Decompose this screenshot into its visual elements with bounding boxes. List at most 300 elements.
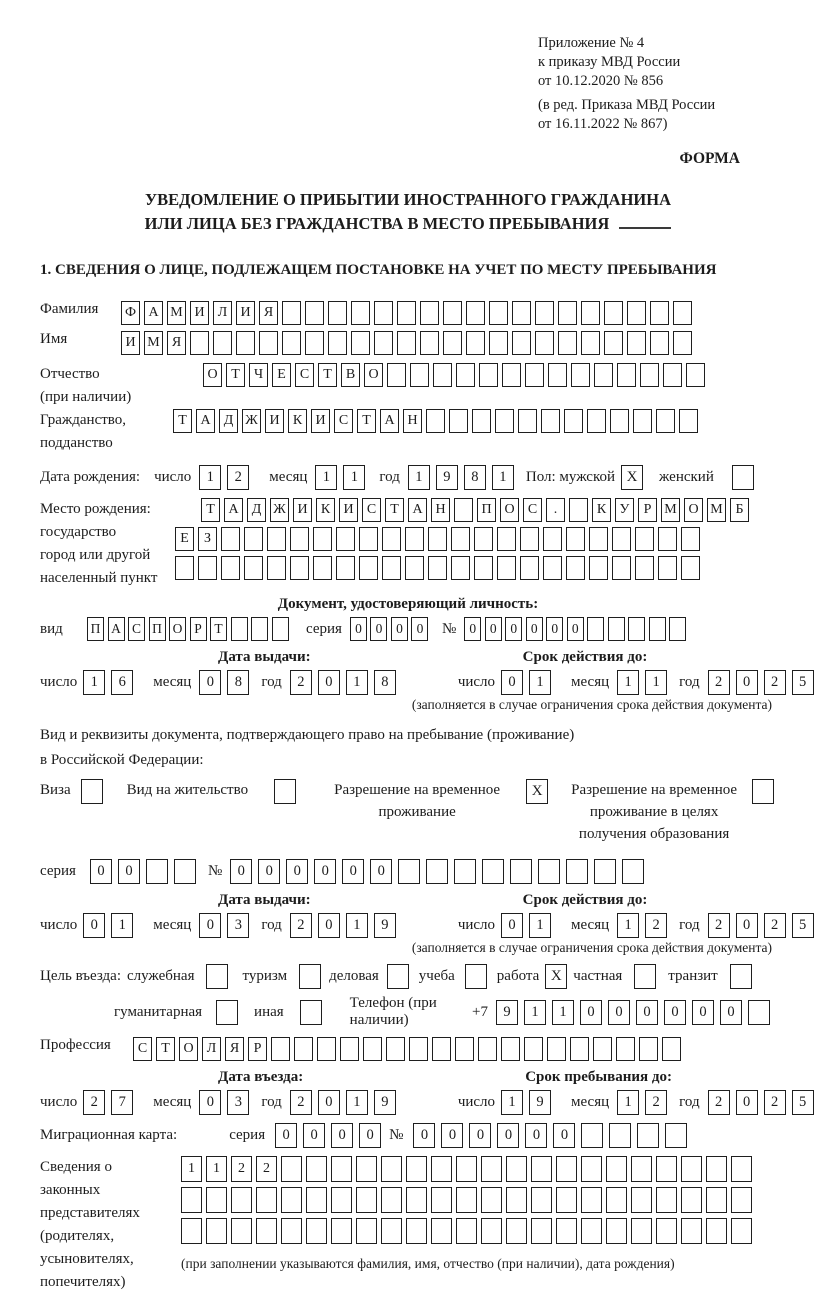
char-cell[interactable] [531,1187,552,1213]
sex-male-checkbox[interactable]: X [621,465,643,490]
char-cell[interactable] [336,527,355,551]
char-cell[interactable]: О [684,498,703,522]
residence-permit-checkbox[interactable] [274,779,296,804]
char-cell[interactable] [443,331,462,355]
char-cell[interactable]: 2 [645,1090,667,1115]
char-cell[interactable] [420,331,439,355]
char-cell[interactable]: Б [730,498,749,522]
char-cell[interactable]: К [316,498,335,522]
char-cell[interactable]: 0 [441,1123,463,1148]
char-cell[interactable] [731,1218,752,1244]
char-cell[interactable]: З [198,527,217,551]
char-cell[interactable] [748,1000,770,1025]
char-cell[interactable] [351,331,370,355]
char-cell[interactable] [306,1187,327,1213]
char-cell[interactable] [706,1218,727,1244]
char-cell[interactable]: 2 [708,913,730,938]
char-cell[interactable]: Н [431,498,450,522]
char-cell[interactable] [221,527,240,551]
char-cell[interactable]: Я [259,301,278,325]
char-cell[interactable] [731,1187,752,1213]
char-cell[interactable] [420,301,439,325]
char-cell[interactable] [569,498,588,522]
char-cell[interactable] [593,1037,612,1061]
char-cell[interactable] [281,1187,302,1213]
char-cell[interactable] [679,409,698,433]
char-cell[interactable]: 0 [636,1000,658,1025]
char-cell[interactable] [479,363,498,387]
char-cell[interactable] [606,1156,627,1182]
char-cell[interactable] [520,556,539,580]
purpose-private-checkbox[interactable] [634,964,656,989]
char-cell[interactable] [617,363,636,387]
char-cell[interactable] [206,1187,227,1213]
char-cell[interactable]: О [364,363,383,387]
char-cell[interactable] [587,617,604,641]
char-cell[interactable] [502,363,521,387]
char-cell[interactable] [686,363,705,387]
char-cell[interactable] [639,1037,658,1061]
char-cell[interactable]: 0 [350,617,367,641]
char-cell[interactable]: 0 [318,1090,340,1115]
char-cell[interactable] [146,859,168,884]
char-cell[interactable]: Я [225,1037,244,1061]
char-cell[interactable] [478,1037,497,1061]
char-cell[interactable] [650,331,669,355]
char-cell[interactable] [581,1156,602,1182]
char-cell[interactable] [489,331,508,355]
char-cell[interactable] [426,859,448,884]
char-cell[interactable]: Ж [242,409,261,433]
char-cell[interactable] [336,556,355,580]
char-cell[interactable]: С [334,409,353,433]
char-cell[interactable] [181,1187,202,1213]
char-cell[interactable]: 0 [567,617,584,641]
char-cell[interactable] [244,527,263,551]
char-cell[interactable] [231,617,248,641]
char-cell[interactable]: М [661,498,680,522]
char-cell[interactable]: 9 [374,913,396,938]
char-cell[interactable]: И [265,409,284,433]
char-cell[interactable]: Р [190,617,207,641]
char-cell[interactable]: 0 [230,859,252,884]
char-cell[interactable] [382,556,401,580]
char-cell[interactable] [531,1156,552,1182]
char-cell[interactable] [543,556,562,580]
char-cell[interactable]: Н [403,409,422,433]
char-cell[interactable]: 0 [736,913,758,938]
char-cell[interactable]: 9 [529,1090,551,1115]
char-cell[interactable]: 1 [552,1000,574,1025]
char-cell[interactable]: 0 [664,1000,686,1025]
char-cell[interactable]: 9 [436,465,458,490]
char-cell[interactable] [282,331,301,355]
char-cell[interactable]: 0 [342,859,364,884]
char-cell[interactable] [681,527,700,551]
char-cell[interactable]: 2 [256,1156,277,1182]
char-cell[interactable] [518,409,537,433]
char-cell[interactable]: 3 [227,913,249,938]
char-cell[interactable] [566,527,585,551]
char-cell[interactable] [589,556,608,580]
char-cell[interactable] [409,1037,428,1061]
char-cell[interactable]: 1 [199,465,221,490]
char-cell[interactable] [359,527,378,551]
char-cell[interactable] [512,301,531,325]
char-cell[interactable]: 0 [331,1123,353,1148]
purpose-other-checkbox[interactable] [300,1000,322,1025]
char-cell[interactable] [656,1218,677,1244]
char-cell[interactable] [510,859,532,884]
char-cell[interactable]: 1 [346,913,368,938]
char-cell[interactable] [612,556,631,580]
char-cell[interactable]: Е [272,363,291,387]
char-cell[interactable]: К [592,498,611,522]
char-cell[interactable] [616,1037,635,1061]
char-cell[interactable] [627,331,646,355]
char-cell[interactable]: Ж [270,498,289,522]
char-cell[interactable] [432,1037,451,1061]
char-cell[interactable] [656,1156,677,1182]
char-cell[interactable] [359,556,378,580]
char-cell[interactable] [374,301,393,325]
char-cell[interactable] [456,1156,477,1182]
char-cell[interactable] [290,556,309,580]
char-cell[interactable]: 1 [645,670,667,695]
char-cell[interactable] [610,409,629,433]
char-cell[interactable]: 0 [90,859,112,884]
char-cell[interactable] [608,617,625,641]
char-cell[interactable]: О [169,617,186,641]
char-cell[interactable]: А [196,409,215,433]
char-cell[interactable] [548,363,567,387]
char-cell[interactable] [658,527,677,551]
char-cell[interactable]: Т [156,1037,175,1061]
char-cell[interactable] [481,1187,502,1213]
char-cell[interactable]: Р [638,498,657,522]
char-cell[interactable] [512,331,531,355]
char-cell[interactable]: 1 [617,670,639,695]
char-cell[interactable] [406,1187,427,1213]
char-cell[interactable] [594,363,613,387]
char-cell[interactable] [406,1156,427,1182]
char-cell[interactable]: 0 [318,670,340,695]
char-cell[interactable] [351,301,370,325]
char-cell[interactable]: О [179,1037,198,1061]
char-cell[interactable] [454,498,473,522]
char-cell[interactable]: 0 [505,617,522,641]
char-cell[interactable] [731,1156,752,1182]
char-cell[interactable] [681,1156,702,1182]
char-cell[interactable]: К [288,409,307,433]
char-cell[interactable] [267,556,286,580]
char-cell[interactable] [681,1187,702,1213]
char-cell[interactable]: 0 [199,670,221,695]
char-cell[interactable] [581,1187,602,1213]
char-cell[interactable] [631,1218,652,1244]
char-cell[interactable] [673,331,692,355]
char-cell[interactable]: Ч [249,363,268,387]
char-cell[interactable]: Р [248,1037,267,1061]
char-cell[interactable] [581,331,600,355]
char-cell[interactable] [474,556,493,580]
char-cell[interactable] [541,409,560,433]
char-cell[interactable]: 5 [792,1090,814,1115]
char-cell[interactable] [454,859,476,884]
char-cell[interactable] [669,617,686,641]
char-cell[interactable] [681,556,700,580]
char-cell[interactable] [640,363,659,387]
char-cell[interactable] [656,1187,677,1213]
purpose-official-checkbox[interactable] [206,964,228,989]
char-cell[interactable] [482,859,504,884]
char-cell[interactable]: . [546,498,565,522]
temp-residence-checkbox[interactable]: X [526,779,548,804]
char-cell[interactable] [622,859,644,884]
char-cell[interactable] [571,363,590,387]
char-cell[interactable] [566,556,585,580]
char-cell[interactable]: 0 [275,1123,297,1148]
char-cell[interactable]: 1 [111,913,133,938]
char-cell[interactable] [236,331,255,355]
char-cell[interactable] [306,1218,327,1244]
char-cell[interactable] [606,1187,627,1213]
char-cell[interactable] [294,1037,313,1061]
char-cell[interactable] [547,1037,566,1061]
char-cell[interactable] [633,409,652,433]
char-cell[interactable] [637,1123,659,1148]
char-cell[interactable]: 0 [501,913,523,938]
char-cell[interactable] [706,1156,727,1182]
char-cell[interactable] [581,301,600,325]
char-cell[interactable] [313,527,332,551]
char-cell[interactable] [305,331,324,355]
char-cell[interactable] [564,409,583,433]
purpose-business-checkbox[interactable] [387,964,409,989]
char-cell[interactable]: А [224,498,243,522]
char-cell[interactable] [231,1187,252,1213]
char-cell[interactable] [649,617,666,641]
visa-checkbox[interactable] [81,779,103,804]
char-cell[interactable]: С [133,1037,152,1061]
char-cell[interactable] [405,527,424,551]
char-cell[interactable] [306,1156,327,1182]
char-cell[interactable]: У [615,498,634,522]
char-cell[interactable]: 1 [346,670,368,695]
char-cell[interactable] [206,1218,227,1244]
char-cell[interactable] [556,1187,577,1213]
char-cell[interactable] [627,301,646,325]
char-cell[interactable] [328,331,347,355]
char-cell[interactable]: 1 [181,1156,202,1182]
char-cell[interactable] [456,1218,477,1244]
char-cell[interactable]: И [293,498,312,522]
char-cell[interactable]: 0 [580,1000,602,1025]
char-cell[interactable] [497,556,516,580]
char-cell[interactable] [558,301,577,325]
char-cell[interactable]: 1 [206,1156,227,1182]
char-cell[interactable] [524,1037,543,1061]
purpose-transit-checkbox[interactable] [730,964,752,989]
char-cell[interactable]: И [236,301,255,325]
char-cell[interactable] [631,1187,652,1213]
char-cell[interactable] [650,301,669,325]
char-cell[interactable] [662,1037,681,1061]
char-cell[interactable] [497,527,516,551]
char-cell[interactable] [466,301,485,325]
char-cell[interactable] [663,363,682,387]
char-cell[interactable] [397,331,416,355]
char-cell[interactable]: 2 [708,670,730,695]
char-cell[interactable]: 2 [764,1090,786,1115]
char-cell[interactable] [356,1156,377,1182]
char-cell[interactable]: 0 [485,617,502,641]
char-cell[interactable]: 7 [111,1090,133,1115]
char-cell[interactable]: 1 [529,913,551,938]
char-cell[interactable]: 3 [227,1090,249,1115]
char-cell[interactable] [405,556,424,580]
char-cell[interactable] [331,1156,352,1182]
char-cell[interactable] [231,1218,252,1244]
char-cell[interactable] [406,1218,427,1244]
char-cell[interactable] [589,527,608,551]
char-cell[interactable] [328,301,347,325]
char-cell[interactable] [282,301,301,325]
char-cell[interactable] [317,1037,336,1061]
char-cell[interactable]: 2 [290,670,312,695]
char-cell[interactable]: Т [318,363,337,387]
char-cell[interactable] [281,1218,302,1244]
char-cell[interactable]: 0 [391,617,408,641]
char-cell[interactable]: 5 [792,670,814,695]
purpose-study-checkbox[interactable] [465,964,487,989]
char-cell[interactable] [340,1037,359,1061]
char-cell[interactable]: 0 [303,1123,325,1148]
char-cell[interactable] [256,1218,277,1244]
char-cell[interactable]: С [128,617,145,641]
char-cell[interactable] [431,1218,452,1244]
char-cell[interactable] [174,859,196,884]
char-cell[interactable] [455,1037,474,1061]
char-cell[interactable]: 1 [617,913,639,938]
char-cell[interactable]: Л [202,1037,221,1061]
char-cell[interactable] [381,1218,402,1244]
char-cell[interactable] [175,556,194,580]
char-cell[interactable]: Т [385,498,404,522]
char-cell[interactable]: С [362,498,381,522]
char-cell[interactable] [656,409,675,433]
char-cell[interactable]: 2 [645,913,667,938]
char-cell[interactable] [190,331,209,355]
char-cell[interactable]: 0 [359,1123,381,1148]
purpose-humanitarian-checkbox[interactable] [216,1000,238,1025]
char-cell[interactable]: 0 [286,859,308,884]
char-cell[interactable] [612,527,631,551]
char-cell[interactable] [456,1187,477,1213]
char-cell[interactable] [506,1218,527,1244]
char-cell[interactable] [386,1037,405,1061]
char-cell[interactable]: Д [219,409,238,433]
char-cell[interactable] [363,1037,382,1061]
char-cell[interactable]: 0 [314,859,336,884]
char-cell[interactable] [443,301,462,325]
char-cell[interactable] [290,527,309,551]
temp-residence-education-checkbox[interactable] [752,779,774,804]
char-cell[interactable]: 0 [199,913,221,938]
char-cell[interactable]: 1 [83,670,105,695]
char-cell[interactable] [313,556,332,580]
char-cell[interactable] [658,556,677,580]
char-cell[interactable] [556,1218,577,1244]
char-cell[interactable]: 1 [617,1090,639,1115]
char-cell[interactable] [213,331,232,355]
char-cell[interactable] [501,1037,520,1061]
char-cell[interactable] [594,859,616,884]
char-cell[interactable]: 8 [464,465,486,490]
char-cell[interactable] [431,1156,452,1182]
char-cell[interactable] [489,301,508,325]
char-cell[interactable]: 1 [346,1090,368,1115]
char-cell[interactable] [256,1187,277,1213]
char-cell[interactable]: 0 [692,1000,714,1025]
char-cell[interactable]: А [108,617,125,641]
char-cell[interactable] [428,527,447,551]
char-cell[interactable]: 0 [736,1090,758,1115]
char-cell[interactable] [481,1218,502,1244]
char-cell[interactable]: 0 [526,617,543,641]
char-cell[interactable] [305,301,324,325]
char-cell[interactable]: Д [247,498,266,522]
char-cell[interactable] [556,1156,577,1182]
char-cell[interactable] [472,409,491,433]
purpose-work-checkbox[interactable]: X [545,964,567,989]
char-cell[interactable]: И [339,498,358,522]
char-cell[interactable]: Т [357,409,376,433]
char-cell[interactable] [433,363,452,387]
char-cell[interactable]: 0 [83,913,105,938]
char-cell[interactable] [221,556,240,580]
char-cell[interactable] [558,331,577,355]
char-cell[interactable]: А [380,409,399,433]
char-cell[interactable] [604,301,623,325]
char-cell[interactable] [397,301,416,325]
char-cell[interactable] [525,363,544,387]
char-cell[interactable] [481,1156,502,1182]
char-cell[interactable] [331,1218,352,1244]
char-cell[interactable]: С [295,363,314,387]
char-cell[interactable]: 0 [525,1123,547,1148]
char-cell[interactable] [506,1187,527,1213]
char-cell[interactable] [382,527,401,551]
char-cell[interactable]: 6 [111,670,133,695]
char-cell[interactable] [251,617,268,641]
char-cell[interactable] [456,363,475,387]
char-cell[interactable] [381,1156,402,1182]
char-cell[interactable]: 1 [492,465,514,490]
char-cell[interactable]: 0 [553,1123,575,1148]
char-cell[interactable]: И [121,331,140,355]
purpose-tourism-checkbox[interactable] [299,964,321,989]
char-cell[interactable]: Л [213,301,232,325]
char-cell[interactable] [387,363,406,387]
char-cell[interactable]: М [144,331,163,355]
char-cell[interactable]: Т [201,498,220,522]
char-cell[interactable]: 2 [708,1090,730,1115]
char-cell[interactable] [428,556,447,580]
char-cell[interactable] [356,1218,377,1244]
char-cell[interactable] [271,1037,290,1061]
char-cell[interactable] [451,527,470,551]
